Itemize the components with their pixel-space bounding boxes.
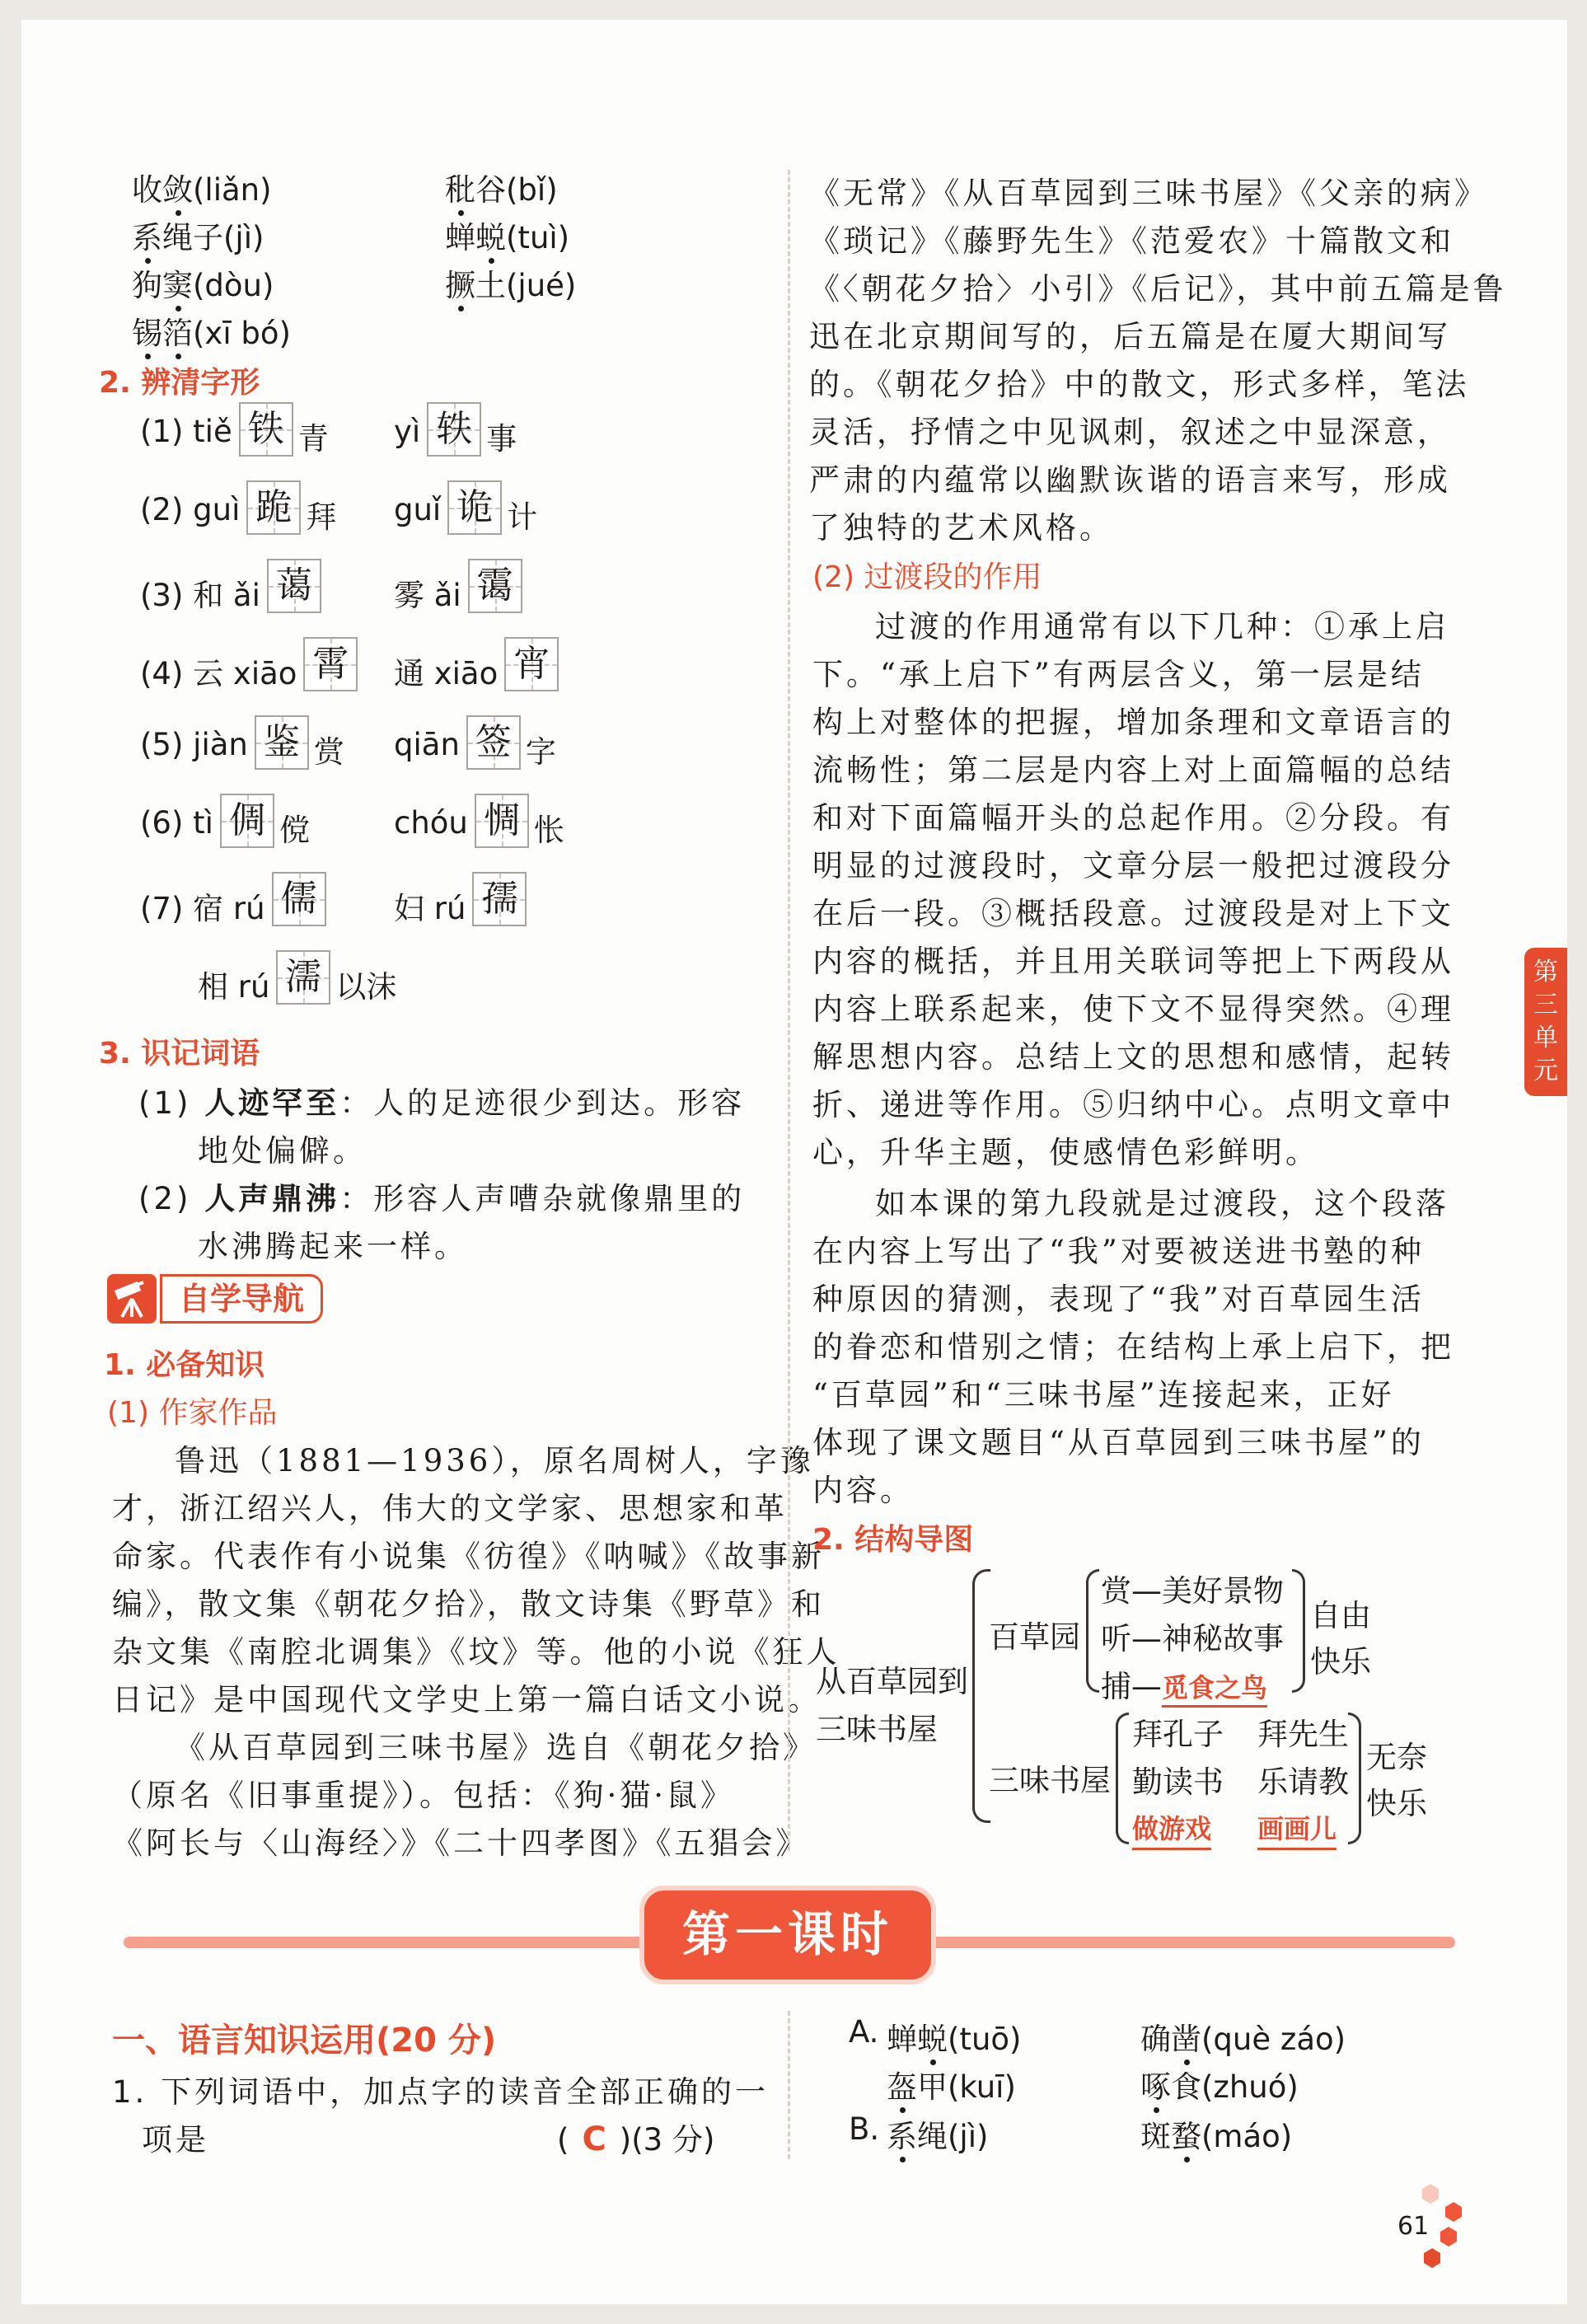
form-suffix: 事 [486, 421, 517, 457]
exercise-section-title: 一、语言知识运用(20 分) [112, 2022, 497, 2059]
option-word: 系绳(jì) [887, 2111, 988, 2156]
continuation-line: 《〈朝花夕拾〉小引》《后记》，其中前五篇是鲁 [809, 271, 1507, 307]
transition-line: 流畅性；第二层是内容上对上面篇幅的总结 [812, 752, 1454, 788]
form-suffix: 怅 [533, 813, 564, 848]
form-prefix: 相 rú [198, 969, 270, 1005]
continuation-line: 《琐记》《藤野先生》《范爱农》十篇散文和 [809, 223, 1454, 259]
answer-fill: 做游戏 [1132, 1808, 1211, 1850]
diagram-garden: 百草园 [989, 1619, 1080, 1655]
form-suffix: 以沫 [335, 969, 397, 1005]
diagram-study: 三味书屋 [989, 1763, 1111, 1798]
vocab-item: 蝉蜕(tuì) [445, 213, 569, 257]
transition-line: 和对下面篇幅开头的总起作用。②分段。有 [812, 800, 1454, 836]
example-line: “百草园”和“三味书屋”连接起来，正好 [812, 1377, 1395, 1413]
study-feel: 快乐 [1366, 1786, 1427, 1821]
column-divider-bottom [788, 2011, 790, 2159]
form-suffix: 拜 [306, 499, 337, 535]
transition-line: 过渡的作用通常有以下几种：①承上启 [875, 609, 1449, 644]
form-prefix: (7) 宿 rú [140, 891, 265, 926]
form-prefix: yì [394, 414, 421, 449]
section-title-knowledge: 1. 必备知识 [104, 1348, 265, 1382]
transition-line: 下。“承上启下”有两层含义，第一层是结 [812, 657, 1425, 692]
answer-fill: 觅食之鸟 [1162, 1672, 1267, 1708]
garden-feel-brace [1292, 1569, 1305, 1693]
char-box: 诡 [447, 480, 502, 535]
root-brace [972, 1569, 990, 1823]
example-line: 的眷恋和惜别之情；在结构上承上启下，把 [812, 1329, 1454, 1365]
char-box: 签 [466, 715, 521, 770]
garden-feel: 自由 [1310, 1598, 1371, 1633]
section-title-idioms: 3. 识记词语 [99, 1037, 260, 1071]
author-paragraph-line: 才，浙江绍兴人，伟大的文学家、思想家和革 [112, 1491, 788, 1526]
study-feel-brace [1348, 1713, 1361, 1844]
char-box: 濡 [276, 950, 330, 1005]
garden-item: 赏—美好景物 [1101, 1573, 1284, 1609]
form-prefix: 妇 rú [394, 891, 466, 926]
form-prefix: chóu [394, 805, 468, 841]
column-divider [788, 170, 790, 1851]
option-label: A. [849, 2014, 879, 2050]
study-item: 拜先生 [1257, 1717, 1349, 1752]
section-title-structure: 2. 结构导图 [812, 1523, 974, 1557]
answer-fill: 画画儿 [1257, 1808, 1337, 1850]
garden-item: 捕—觅食之鸟 [1101, 1661, 1267, 1706]
author-paragraph-line: 《从百草园到三味书屋》选自《朝花夕拾》 [175, 1730, 817, 1765]
form-prefix: (4) 云 xiāo [140, 656, 297, 691]
form-prefix: (3) 和 ǎi [140, 578, 260, 613]
vocab-word: 秕谷 [445, 172, 506, 208]
char-box: 霭 [468, 559, 522, 613]
vocab-word: 系绳子 [132, 220, 223, 255]
diagram-root-line1: 从百草园到 [816, 1664, 968, 1699]
example-line: 种原因的猜测，表现了“我”对百草园生活 [812, 1281, 1425, 1317]
transition-line: 心，升华主题，使感情色彩鲜明。 [812, 1135, 1319, 1170]
char-box: 轶 [427, 402, 481, 457]
idiom-item: (1) 人迹罕至：人的足迹很少到达。形容 [138, 1085, 746, 1121]
char-box: 蔼 [267, 559, 321, 613]
char-box: 鉴 [255, 715, 309, 770]
char-box: 儒 [272, 872, 326, 926]
form-prefix: qiān [394, 727, 460, 762]
form-suffix: 赏 [313, 734, 344, 770]
answer-choice: C [582, 2120, 606, 2158]
transition-line: 内容上联系起来，使下文不显得突然。④理 [812, 991, 1454, 1027]
author-paragraph-line: 鲁迅（1881—1936），原名周树人，字豫 [175, 1443, 814, 1478]
option-word: 盔甲(kuī) [887, 2062, 1016, 2106]
section-title-glyphs: 2. 辨清字形 [99, 366, 260, 400]
author-paragraph-line: 《阿长与〈山海经〉》《二十四孝图》《五猖会》 [112, 1825, 810, 1861]
self-study-label: 自学导航 [160, 1274, 323, 1324]
option-word: 啄食(zhuó) [1140, 2062, 1299, 2106]
option-word-text: 斑蝥 [1140, 2119, 1201, 2154]
vocab-word: 收敛 [132, 172, 193, 208]
form-suffix: 傥 [279, 813, 310, 848]
transition-line: 明显的过渡段时，文章分层一般把过渡段分 [812, 848, 1454, 883]
author-paragraph-line: 编》，散文集《朝花夕拾》，散文诗集《野草》和 [112, 1586, 825, 1622]
idiom-item-cont: 地处偏僻。 [198, 1133, 367, 1169]
example-line: 体现了课文题目“从百草园到三味书屋”的 [812, 1425, 1425, 1460]
transition-line: 构上对整体的把握，增加条理和文章语言的 [812, 705, 1454, 740]
diagram-root-line2: 三味书屋 [816, 1712, 938, 1747]
telescope-icon [107, 1274, 157, 1324]
study-item: 乐请教 [1257, 1764, 1349, 1800]
form-prefix: (2) guì [140, 492, 241, 527]
char-box: 惆 [475, 794, 529, 848]
banner-title: 第一课时 [639, 1886, 936, 1984]
form-prefix: (5) jiàn [140, 727, 248, 762]
study-feel: 无奈 [1366, 1740, 1427, 1775]
author-paragraph-line: 日记》是中国现代文学史上第一篇白话文小说。 [112, 1682, 822, 1717]
char-box: 倜 [220, 794, 274, 848]
author-paragraph-line: （原名《旧事重提》）。包括：《狗·猫·鼠》 [112, 1778, 735, 1813]
example-line: 在内容上写出了“我”对要被送进书塾的种 [812, 1234, 1425, 1269]
continuation-line: 了独特的艺术风格。 [809, 510, 1113, 546]
garden-item: 听—神秘故事 [1101, 1621, 1284, 1656]
author-paragraph-line: 命家。代表作有小说集《彷徨》《呐喊》《故事新 [112, 1539, 825, 1574]
subsection-title-author: (1) 作家作品 [107, 1396, 278, 1430]
vocab-item: 锡箔(xī bó) [132, 308, 291, 353]
option-word-text: 系绳 [887, 2119, 948, 2154]
option-word: 确凿(què záo) [1140, 2014, 1346, 2059]
answer-slot[interactable]: ( C )(3 分) [557, 2120, 715, 2158]
form-suffix: 青 [297, 421, 329, 457]
vocab-item: 系绳子(jì) [132, 213, 264, 257]
study-item: 勤读书 [1132, 1764, 1224, 1800]
continuation-line: 《无常》《从百草园到三味书屋》《父亲的病》 [809, 176, 1488, 211]
form-prefix: 通 xiāo [394, 656, 499, 691]
vocab-word: 狗窦 [132, 268, 193, 303]
self-study-badge [107, 1274, 330, 1324]
unit-side-tab[interactable]: 第三单元 [1524, 948, 1567, 1096]
option-word: 蝉蜕(tuō) [887, 2014, 1021, 2059]
vocab-word: 撅土 [445, 268, 506, 303]
idiom-item: (2) 人声鼎沸：形容人声嘈杂就像鼎里的 [138, 1181, 746, 1216]
study-item: 拜孔子 [1132, 1717, 1224, 1752]
vocab-item: 收敛(liǎn) [132, 165, 272, 209]
form-prefix: (1) tiě [140, 414, 232, 449]
question-1-line1: 1. 下列词语中，加点字的读音全部正确的一 [112, 2074, 770, 2110]
char-box: 宵 [504, 637, 559, 691]
garden-brace [1086, 1569, 1099, 1693]
page-number: 61 [1397, 2212, 1430, 2241]
option-word-text: 盔甲 [887, 2069, 948, 2105]
study-brace [1116, 1713, 1129, 1844]
continuation-line: 迅在北京期间写的，后五篇是在厦大期间写 [809, 319, 1451, 354]
option-word-text: 啄食 [1140, 2069, 1201, 2105]
vocab-item: 狗窦(dòu) [132, 260, 274, 305]
char-box: 跪 [246, 480, 301, 535]
garden-feel: 快乐 [1310, 1644, 1371, 1680]
author-paragraph-line: 杂文集《南腔北调集》《坟》等。他的小说《狂人 [112, 1634, 840, 1670]
form-prefix: 雾 ǎi [394, 578, 461, 613]
option-label: B. [849, 2111, 880, 2147]
form-prefix: guǐ [394, 492, 442, 527]
continuation-line: 灵活，抒情之中见讽刺，叙述之中显深意， [809, 415, 1451, 450]
form-prefix: (6) tì [140, 805, 213, 841]
question-1-line2: 项是 [142, 2122, 209, 2158]
option-word-text: 确凿 [1140, 2022, 1201, 2057]
transition-line: 折、递进等作用。⑤归纳中心。点明文章中 [812, 1087, 1454, 1122]
example-line: 如本课的第九段就是过渡段，这个段落 [875, 1186, 1449, 1221]
form-suffix: 字 [525, 734, 556, 770]
hexagon-decoration [1414, 2184, 1480, 2275]
transition-line: 解思想内容。总结上文的思想和感情，起转 [812, 1039, 1454, 1075]
char-box: 霄 [303, 637, 358, 691]
form-suffix: 计 [507, 499, 538, 535]
vocab-word: 锡箔 [132, 316, 193, 351]
vocab-item: 撅土(jué) [445, 260, 576, 305]
continuation-line: 严肃的内蕴常以幽默诙谐的语言来写，形成 [809, 462, 1451, 498]
transition-line: 内容的概括，并且用关联词等把上下两段从 [812, 944, 1454, 979]
continuation-line: 的。《朝花夕拾》中的散文，形式多样，笔法 [809, 367, 1470, 402]
char-box: 铁 [239, 402, 293, 457]
option-word: 斑蝥(máo) [1140, 2111, 1292, 2156]
vocab-word: 蝉蜕 [445, 220, 506, 255]
idiom-item-cont: 水沸腾起来一样。 [198, 1229, 468, 1264]
subsection-title-transition: (2) 过渡段的作用 [812, 560, 1042, 594]
char-box: 孺 [472, 872, 527, 926]
vocab-item: 秕谷(bǐ) [445, 165, 558, 209]
example-line: 内容。 [812, 1473, 914, 1508]
option-word-text: 蝉蜕 [887, 2022, 948, 2057]
transition-line: 在后一段。③概括段意。过渡段是对上下文 [812, 896, 1454, 931]
